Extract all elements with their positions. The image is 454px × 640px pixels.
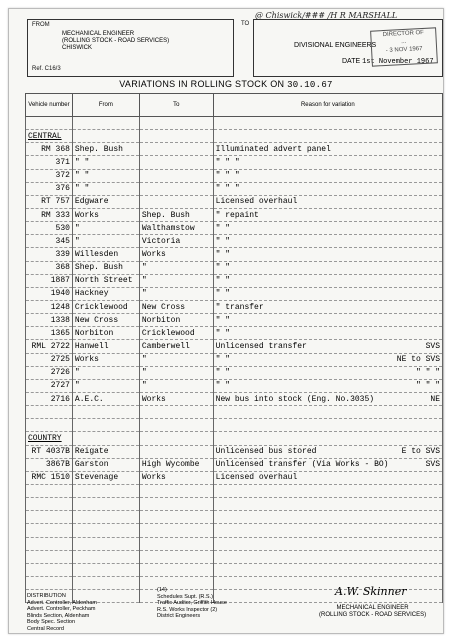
cell-to: Walthamstow bbox=[139, 222, 213, 235]
stamp-line: ... bbox=[401, 38, 407, 46]
reason-wrap bbox=[216, 263, 440, 272]
table-row bbox=[26, 498, 443, 511]
table-row bbox=[26, 287, 443, 300]
reason-wrap bbox=[216, 368, 440, 377]
cell-reason bbox=[213, 314, 442, 327]
table-row bbox=[26, 379, 443, 392]
cell-reason bbox=[213, 300, 442, 313]
to-label: TO bbox=[241, 21, 250, 27]
table-row bbox=[26, 327, 443, 340]
cell-to: " bbox=[139, 379, 213, 392]
table-row bbox=[26, 182, 443, 195]
cell-vehicle: 372 bbox=[26, 169, 73, 182]
variations-table bbox=[25, 93, 443, 603]
cell-vehicle: RT 4037B bbox=[26, 445, 73, 458]
cell-vehicle: 3867B bbox=[26, 458, 73, 471]
cell-reason bbox=[213, 327, 442, 340]
cell-reason bbox=[213, 445, 442, 458]
cell-to bbox=[139, 143, 213, 156]
cell-from bbox=[72, 563, 139, 576]
cell-to bbox=[139, 117, 213, 130]
cell-vehicle: 1338 bbox=[26, 314, 73, 327]
table-row bbox=[26, 222, 443, 235]
cell-from: Hackney bbox=[72, 287, 139, 300]
cell-reason bbox=[213, 235, 442, 248]
signature-title bbox=[319, 605, 426, 619]
cell-from: Norbiton bbox=[72, 327, 139, 340]
cell-to bbox=[139, 537, 213, 550]
cell-vehicle bbox=[26, 550, 73, 563]
cell-to bbox=[139, 524, 213, 537]
cell-from bbox=[72, 524, 139, 537]
reason-text: Unlicensed transfer (Via Works - BO) bbox=[215, 460, 389, 470]
cell-reason bbox=[213, 419, 442, 432]
table-row bbox=[26, 537, 443, 550]
cell-from: Shep. Bush bbox=[72, 143, 139, 156]
reason-wrap bbox=[216, 211, 440, 220]
table-row bbox=[26, 406, 443, 419]
cell-reason bbox=[213, 392, 442, 405]
cell-to bbox=[139, 406, 213, 419]
reason-wrap bbox=[216, 171, 440, 180]
cell-to bbox=[139, 169, 213, 182]
table-row bbox=[26, 432, 443, 445]
cell-vehicle bbox=[26, 484, 73, 497]
reason-code: NE to SVS bbox=[396, 355, 440, 365]
cell-vehicle bbox=[26, 511, 73, 524]
cell-vehicle: 345 bbox=[26, 235, 73, 248]
table-row bbox=[26, 208, 443, 221]
from-address bbox=[62, 31, 169, 52]
reason-text: " " bbox=[215, 249, 231, 259]
reason-wrap bbox=[216, 395, 440, 404]
dist-line: DISTRIBUTION bbox=[27, 593, 66, 599]
cell-reason bbox=[213, 117, 442, 130]
reason-text: Licensed overhaul bbox=[215, 197, 298, 207]
col-reason: Reason for variation bbox=[213, 94, 442, 117]
cell-to: " bbox=[139, 353, 213, 366]
cell-to bbox=[139, 419, 213, 432]
reason-wrap bbox=[216, 145, 440, 154]
table-row bbox=[26, 445, 443, 458]
reason-wrap bbox=[216, 473, 440, 482]
cell-reason bbox=[213, 156, 442, 169]
table-row bbox=[26, 366, 443, 379]
dist-line: (14) bbox=[157, 587, 167, 593]
reason-text: Licensed overhaul bbox=[215, 473, 298, 483]
reason-code: E to SVS bbox=[401, 447, 440, 457]
cell-to bbox=[139, 563, 213, 576]
cell-vehicle: RM 368 bbox=[26, 143, 73, 156]
memo-header bbox=[27, 11, 441, 77]
cell-vehicle bbox=[26, 117, 73, 130]
reason-text: " " bbox=[215, 223, 231, 233]
reason-code: NE bbox=[430, 394, 440, 404]
table-row bbox=[26, 392, 443, 405]
date-label: DATE bbox=[342, 58, 361, 65]
cell-to: High Wycombe bbox=[139, 458, 213, 471]
table-row bbox=[26, 130, 443, 143]
stamp-line: DIRECTOR OF bbox=[382, 29, 425, 39]
handwritten-annotation: @ Chiswick/### /H R MARSHALL bbox=[255, 11, 398, 20]
cell-from: Reigate bbox=[72, 445, 139, 458]
table-row bbox=[26, 300, 443, 313]
cell-to bbox=[139, 484, 213, 497]
reason-code: " " " bbox=[415, 381, 440, 391]
reason-wrap bbox=[216, 224, 440, 233]
cell-vehicle: RMC 1510 bbox=[26, 471, 73, 484]
cell-to bbox=[139, 550, 213, 563]
cell-vehicle: 368 bbox=[26, 261, 73, 274]
table-body bbox=[26, 117, 443, 603]
cell-from: North Street bbox=[72, 274, 139, 287]
document-page bbox=[8, 8, 444, 634]
title-text: VARIATIONS IN ROLLING STOCK ON bbox=[119, 79, 285, 89]
col-vehicle: Vehicle number bbox=[26, 94, 73, 117]
cell-vehicle: 1365 bbox=[26, 327, 73, 340]
cell-reason bbox=[213, 169, 442, 182]
dist-line: Central Record bbox=[27, 625, 64, 632]
reason-wrap bbox=[216, 158, 440, 167]
reason-wrap bbox=[216, 342, 440, 351]
cell-reason bbox=[213, 484, 442, 497]
cell-to: Works bbox=[139, 471, 213, 484]
cell-reason bbox=[213, 130, 442, 143]
cell-from bbox=[72, 432, 139, 445]
cell-vehicle: 376 bbox=[26, 182, 73, 195]
cell-reason bbox=[213, 471, 442, 484]
table-header-row bbox=[26, 94, 443, 117]
table-row bbox=[26, 314, 443, 327]
cell-vehicle bbox=[26, 563, 73, 576]
cell-reason bbox=[213, 248, 442, 261]
distribution-list-2 bbox=[157, 587, 227, 620]
cell-from bbox=[72, 130, 139, 143]
to-value: DIVISIONAL ENGINEERS bbox=[294, 42, 377, 49]
table-row bbox=[26, 156, 443, 169]
cell-from: Cricklewood bbox=[72, 300, 139, 313]
cell-vehicle bbox=[26, 498, 73, 511]
cell-reason bbox=[213, 274, 442, 287]
cell-from: New Cross bbox=[72, 314, 139, 327]
cell-reason bbox=[213, 524, 442, 537]
cell-from bbox=[72, 498, 139, 511]
cell-to: Works bbox=[139, 392, 213, 405]
table-row bbox=[26, 458, 443, 471]
reason-text: " " " bbox=[215, 171, 240, 181]
table-row bbox=[26, 511, 443, 524]
cell-vehicle: 1940 bbox=[26, 287, 73, 300]
cell-to: Norbiton bbox=[139, 314, 213, 327]
cell-from: " bbox=[72, 222, 139, 235]
reason-wrap bbox=[216, 303, 440, 312]
stamp-line: - 3 NOV 1967 bbox=[385, 46, 423, 54]
cell-vehicle bbox=[26, 537, 73, 550]
cell-from: A.E.C. bbox=[72, 392, 139, 405]
reason-text: Unlicensed bus stored bbox=[215, 447, 317, 457]
cell-to bbox=[139, 498, 213, 511]
cell-reason bbox=[213, 498, 442, 511]
cell-from: Works bbox=[72, 353, 139, 366]
cell-reason bbox=[213, 379, 442, 392]
table-row bbox=[26, 248, 443, 261]
cell-from: Hanwell bbox=[72, 340, 139, 353]
cell-to: Cricklewood bbox=[139, 327, 213, 340]
reason-text: " " bbox=[215, 263, 231, 273]
date-value: 1st November 1967 bbox=[362, 58, 434, 66]
title-date: 30.10.67 bbox=[287, 80, 333, 90]
table-row bbox=[26, 340, 443, 353]
sig-title-line: (ROLLING STOCK - ROAD SERVICES) bbox=[319, 612, 427, 618]
table-row bbox=[26, 143, 443, 156]
cell-vehicle: 339 bbox=[26, 248, 73, 261]
from-line: CHISWICK bbox=[62, 45, 92, 51]
cell-vehicle: 2726 bbox=[26, 366, 73, 379]
reason-text: " " bbox=[215, 276, 231, 286]
dist-line: District Engineers bbox=[157, 613, 201, 619]
reason-text: " " bbox=[215, 289, 231, 299]
cell-reason bbox=[213, 366, 442, 379]
table-row bbox=[26, 563, 443, 576]
sig-title-line: MECHANICAL ENGINEER bbox=[336, 605, 409, 611]
from-line: (ROLLING STOCK - ROAD SERVICES) bbox=[62, 38, 170, 44]
distribution-list bbox=[27, 593, 97, 632]
cell-vehicle: RML 2722 bbox=[26, 340, 73, 353]
reason-wrap bbox=[216, 460, 440, 469]
cell-vehicle: 1887 bbox=[26, 274, 73, 287]
cell-to bbox=[139, 130, 213, 143]
reason-code: SVS bbox=[425, 460, 440, 470]
cell-to bbox=[139, 182, 213, 195]
reason-text: " " " bbox=[215, 157, 240, 167]
cell-to bbox=[139, 511, 213, 524]
cell-vehicle: 2727 bbox=[26, 379, 73, 392]
table-row bbox=[26, 524, 443, 537]
cell-to: Victoria bbox=[139, 235, 213, 248]
reason-text: " repaint bbox=[215, 210, 259, 220]
reference: Ref. C16/3 bbox=[32, 66, 61, 72]
reason-text: " " bbox=[215, 368, 231, 378]
table-row bbox=[26, 169, 443, 182]
reason-wrap bbox=[216, 355, 440, 364]
cell-vehicle bbox=[26, 524, 73, 537]
cell-vehicle: COUNTRY bbox=[26, 432, 73, 445]
cell-to bbox=[139, 195, 213, 208]
cell-from: Shep. Bush bbox=[72, 261, 139, 274]
reason-wrap bbox=[216, 276, 440, 285]
reason-text: " " bbox=[215, 315, 231, 325]
cell-to bbox=[139, 156, 213, 169]
from-label: FROM bbox=[32, 22, 50, 28]
table-row bbox=[26, 471, 443, 484]
reason-text: " " bbox=[215, 355, 231, 365]
cell-to: Works bbox=[139, 248, 213, 261]
reason-text: " " bbox=[215, 328, 231, 338]
reason-wrap bbox=[216, 237, 440, 246]
cell-from bbox=[72, 484, 139, 497]
cell-from: " " bbox=[72, 169, 139, 182]
cell-vehicle: RM 333 bbox=[26, 208, 73, 221]
cell-reason bbox=[213, 458, 442, 471]
cell-from bbox=[72, 511, 139, 524]
cell-from bbox=[72, 550, 139, 563]
dist-line: Traffic Auditor, Griffith House bbox=[157, 600, 227, 606]
dist-line: R.S. Works Inspector (2) bbox=[157, 606, 218, 613]
cell-from: Works bbox=[72, 208, 139, 221]
table-row bbox=[26, 419, 443, 432]
reason-text: Unlicensed transfer bbox=[215, 341, 307, 351]
reason-text: New bus into stock (Eng. No.3035) bbox=[215, 394, 375, 404]
cell-to bbox=[139, 445, 213, 458]
cell-from bbox=[72, 406, 139, 419]
reason-text: Illuminated advert panel bbox=[215, 144, 331, 154]
reason-wrap bbox=[216, 289, 440, 298]
table-row bbox=[26, 261, 443, 274]
signature: A.W. Skinner bbox=[335, 585, 407, 598]
cell-to bbox=[139, 432, 213, 445]
cell-vehicle bbox=[26, 406, 73, 419]
cell-vehicle: 2725 bbox=[26, 353, 73, 366]
reason-text: " " " bbox=[215, 184, 240, 194]
cell-vehicle: 2716 bbox=[26, 392, 73, 405]
cell-vehicle: CENTRAL bbox=[26, 130, 73, 143]
cell-reason bbox=[213, 563, 442, 576]
cell-vehicle: RT 757 bbox=[26, 195, 73, 208]
table-row bbox=[26, 195, 443, 208]
cell-from: Willesden bbox=[72, 248, 139, 261]
cell-from bbox=[72, 117, 139, 130]
reason-code: SVS bbox=[425, 341, 440, 351]
reason-text: " transfer bbox=[215, 302, 264, 312]
cell-vehicle: 1248 bbox=[26, 300, 73, 313]
cell-from: " bbox=[72, 366, 139, 379]
cell-reason bbox=[213, 537, 442, 550]
cell-from: Stevenage bbox=[72, 471, 139, 484]
reason-wrap bbox=[216, 184, 440, 193]
col-to: To bbox=[139, 94, 213, 117]
reason-wrap bbox=[216, 250, 440, 259]
cell-to: " bbox=[139, 261, 213, 274]
cell-to: New Cross bbox=[139, 300, 213, 313]
table-row bbox=[26, 117, 443, 130]
cell-to: Shep. Bush bbox=[139, 208, 213, 221]
table-row bbox=[26, 484, 443, 497]
dist-line: Body Spec. Section bbox=[27, 619, 76, 625]
col-from: From bbox=[72, 94, 139, 117]
cell-to: " bbox=[139, 366, 213, 379]
memo-footer bbox=[27, 583, 441, 633]
cell-vehicle bbox=[26, 419, 73, 432]
cell-reason bbox=[213, 195, 442, 208]
cell-to: " bbox=[139, 287, 213, 300]
cell-to: " bbox=[139, 274, 213, 287]
table-row bbox=[26, 235, 443, 248]
cell-vehicle: 530 bbox=[26, 222, 73, 235]
cell-from bbox=[72, 537, 139, 550]
dist-line: Advert. Controller, Aldenham bbox=[27, 599, 98, 606]
cell-reason bbox=[213, 287, 442, 300]
reason-wrap bbox=[216, 381, 440, 390]
cell-reason bbox=[213, 222, 442, 235]
cell-from: " bbox=[72, 379, 139, 392]
dist-line: Schedules Supt. (R.S.) bbox=[157, 593, 213, 600]
cell-reason bbox=[213, 208, 442, 221]
cell-from: " " bbox=[72, 156, 139, 169]
cell-reason bbox=[213, 550, 442, 563]
cell-from: " bbox=[72, 235, 139, 248]
cell-from: Edgware bbox=[72, 195, 139, 208]
cell-reason bbox=[213, 182, 442, 195]
cell-to: Camberwell bbox=[139, 340, 213, 353]
table-row bbox=[26, 550, 443, 563]
reason-wrap bbox=[216, 447, 440, 456]
cell-reason bbox=[213, 261, 442, 274]
reason-code: " " " bbox=[415, 368, 440, 378]
cell-reason bbox=[213, 432, 442, 445]
cell-reason bbox=[213, 340, 442, 353]
table-row bbox=[26, 353, 443, 366]
cell-from bbox=[72, 419, 139, 432]
from-line: MECHANICAL ENGINEER bbox=[62, 31, 135, 37]
from-box bbox=[27, 19, 234, 77]
reason-text: " " bbox=[215, 236, 231, 246]
cell-reason bbox=[213, 406, 442, 419]
cell-vehicle: 371 bbox=[26, 156, 73, 169]
table-row bbox=[26, 274, 443, 287]
cell-from: " " bbox=[72, 182, 139, 195]
reason-wrap bbox=[216, 197, 440, 206]
reason-wrap bbox=[216, 329, 440, 338]
cell-reason bbox=[213, 353, 442, 366]
dist-line: Blinds Section, Aldenham bbox=[27, 612, 90, 619]
cell-reason bbox=[213, 511, 442, 524]
reason-text: " " bbox=[215, 381, 231, 391]
reason-wrap bbox=[216, 316, 440, 325]
cell-reason bbox=[213, 143, 442, 156]
cell-from: Garston bbox=[72, 458, 139, 471]
dist-line: Advert. Controller, Peckham bbox=[27, 606, 96, 612]
received-stamp bbox=[370, 27, 438, 66]
page-title bbox=[9, 79, 443, 90]
